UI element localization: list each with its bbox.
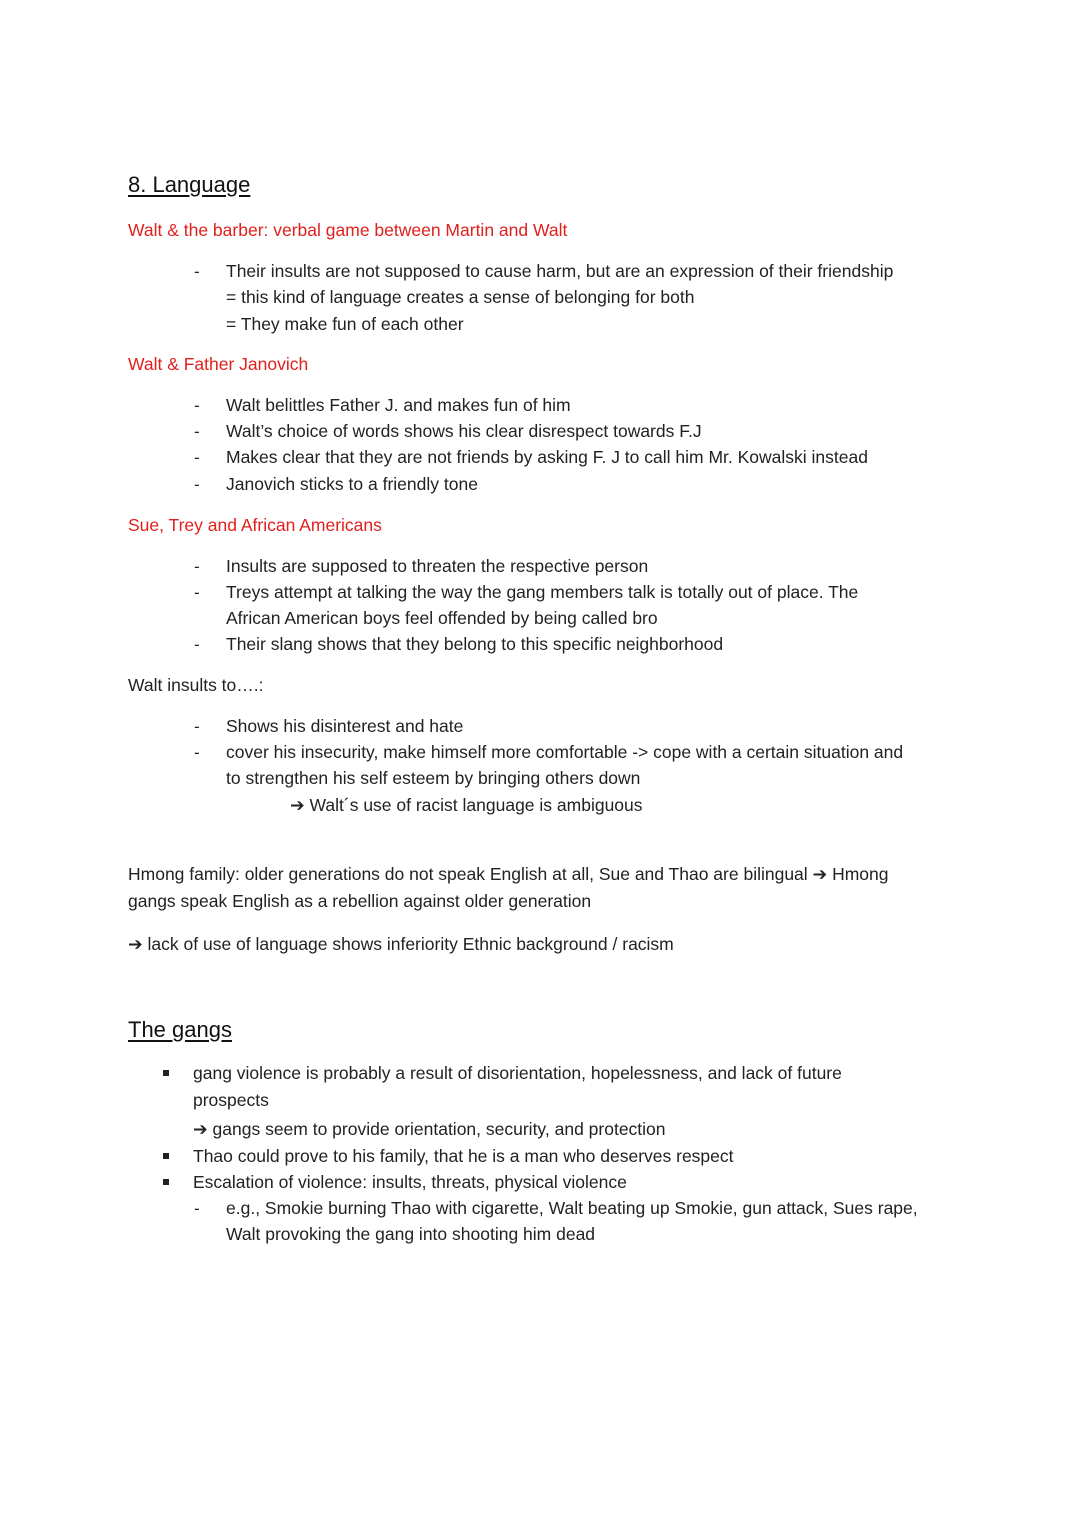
- list-item: Walt’s choice of words shows his clear disrespect towards F.J: [226, 421, 702, 441]
- dash-bullet: -: [194, 422, 200, 441]
- list-item: Thao could prove to his family, that he is a man who deserves respect: [193, 1146, 734, 1166]
- dash-bullet: -: [194, 396, 200, 415]
- list-item: gang violence is probably a result of disorientation, hopelessness, and lack of future: [193, 1063, 842, 1083]
- dash-bullet: -: [194, 583, 200, 602]
- dash-bullet: -: [194, 262, 200, 281]
- list-item: to strengthen his self esteem by bringing others down: [226, 768, 641, 788]
- language-conclusion: ➔ lack of use of language shows inferiority Ethnic background / racism: [128, 934, 674, 954]
- hmong-paragraph-line: gangs speak English as a rebellion against older generation: [128, 891, 592, 911]
- square-bullet: [163, 1070, 169, 1076]
- list-item: Escalation of violence: insults, threats, physical violence: [193, 1172, 627, 1192]
- square-bullet: [163, 1179, 169, 1185]
- hmong-paragraph-line: Hmong family: older generations do not speak English at all, Sue and Thao are bilingual ➔ Hmong: [128, 864, 889, 884]
- list-item: Makes clear that they are not friends by asking F. J to call him Mr. Kowalski instead: [226, 447, 868, 467]
- group-title-sue-trey: Sue, Trey and African Americans: [128, 515, 382, 535]
- list-item: e.g., Smokie burning Thao with cigarette, Walt beating up Smokie, gun attack, Sues rape,: [226, 1198, 918, 1218]
- group-title-janovich: Walt & Father Janovich: [128, 354, 309, 374]
- list-item: = this kind of language creates a sense of belonging for both: [226, 287, 695, 307]
- group-title-barber: Walt & the barber: verbal game between Martin and Walt: [128, 220, 568, 240]
- dash-bullet: -: [194, 743, 200, 762]
- list-item: cover his insecurity, make himself more comfortable -> cope with a certain situation and: [226, 742, 904, 762]
- dash-bullet: -: [194, 1199, 200, 1218]
- dash-bullet: -: [194, 475, 200, 494]
- square-bullet: [163, 1153, 169, 1159]
- list-item: Walt provoking the gang into shooting him dead: [226, 1224, 596, 1244]
- list-item: Shows his disinterest and hate: [226, 716, 464, 736]
- section-heading-language: 8. Language: [128, 172, 251, 197]
- dash-bullet: -: [194, 557, 200, 576]
- dash-bullet: -: [194, 635, 200, 654]
- dash-bullet: -: [194, 448, 200, 467]
- list-item: = They make fun of each other: [226, 314, 464, 334]
- list-item: Walt belittles Father J. and makes fun of him: [226, 395, 571, 415]
- list-item: Their insults are not supposed to cause harm, but are an expression of their friendship: [226, 261, 894, 281]
- list-item: Treys attempt at talking the way the gang members talk is totally out of place. The: [226, 582, 859, 602]
- dash-bullet: -: [194, 717, 200, 736]
- list-item: prospects: [193, 1090, 269, 1110]
- arrow-conclusion: ➔ Walt´s use of racist language is ambiguous: [290, 795, 643, 815]
- list-item: Janovich sticks to a friendly tone: [226, 474, 478, 494]
- group-title-walt-insults: Walt insults to….:: [128, 675, 264, 695]
- list-item: ➔ gangs seem to provide orientation, security, and protection: [193, 1119, 666, 1139]
- list-item: African American boys feel offended by being called bro: [226, 608, 658, 628]
- list-item: Insults are supposed to threaten the respective person: [226, 556, 649, 576]
- list-item: Their slang shows that they belong to this specific neighborhood: [226, 634, 724, 654]
- section-heading-gangs: The gangs: [128, 1017, 232, 1042]
